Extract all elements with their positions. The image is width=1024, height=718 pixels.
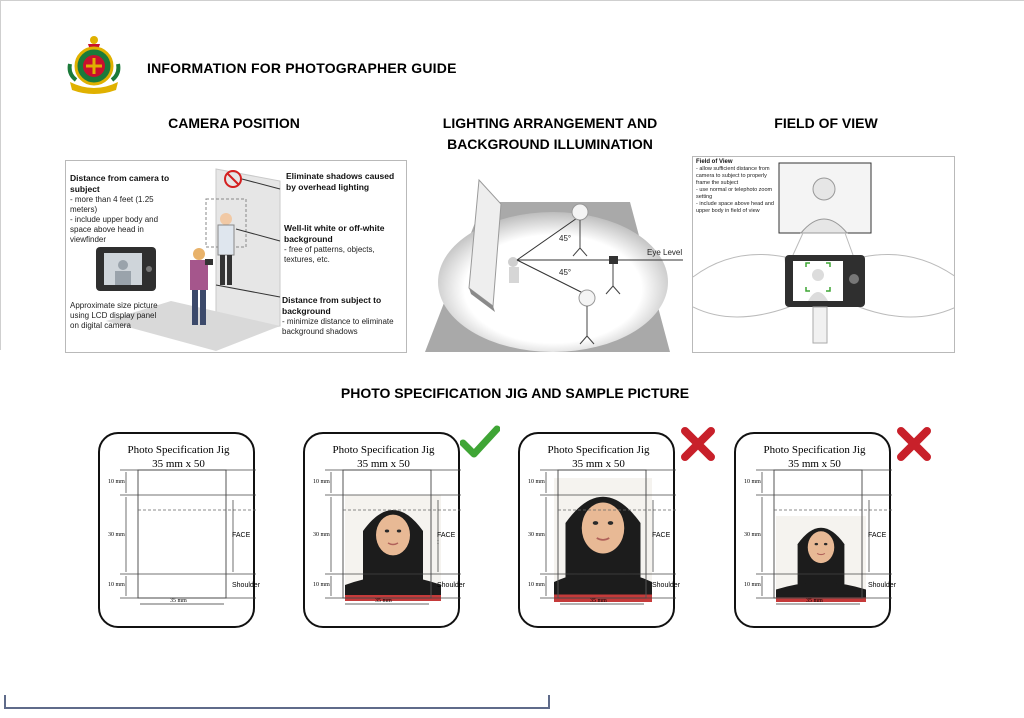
lighting-title: [420, 113, 680, 155]
jig-size: 35 mm x 50: [357, 458, 410, 470]
jig-title: Photo Specification Jig: [547, 444, 650, 456]
label-width-mm: 35 mm: [590, 598, 607, 604]
field-of-view-title: FIELD OF VIEW: [774, 115, 878, 131]
photo-spec-title: PHOTO SPECIFICATION JIG AND SAMPLE PICTURE: [340, 385, 690, 401]
emblem-icon: [66, 34, 122, 96]
page-title: INFORMATION FOR PHOTOGRAPHER GUIDE: [147, 60, 457, 76]
page-left-edge: [0, 0, 1, 350]
jig-title: Photo Specification Jig: [763, 444, 866, 456]
lighting-title-line-1: LIGHTING ARRANGEMENT AND: [442, 115, 658, 131]
label-mid-mm: 30 mm: [108, 532, 125, 538]
jig-title: Photo Specification Jig: [332, 444, 435, 456]
subject-background-note-text: - minimize distance to eliminate background shadows: [282, 317, 394, 336]
jig-size: 35 mm x 50: [152, 458, 205, 470]
jig-card-too-far: [734, 432, 897, 628]
angle-bottom-label: 45°: [559, 268, 572, 277]
face-label: FACE: [868, 532, 887, 539]
incorrect-cross-icon: [896, 426, 936, 462]
jig-card-too-close: [518, 432, 681, 628]
jig-size: 35 mm x 50: [788, 458, 841, 470]
label-bottom-mm: 10 mm: [313, 582, 330, 588]
sample-portrait: [554, 478, 652, 602]
jig-card-correct: [303, 432, 466, 628]
subject-background-note: [282, 295, 406, 337]
lighting-title-line-2: BACKGROUND ILLUMINATION: [447, 136, 653, 152]
label-top-mm: 10 mm: [313, 479, 330, 485]
label-width-mm: 35 mm: [170, 598, 187, 604]
sample-portrait: [776, 516, 866, 602]
camera-position-title: CAMERA POSITION: [168, 115, 300, 131]
shoulder-label: Shoulder: [232, 582, 261, 589]
background-note: [284, 223, 404, 265]
label-bottom-mm: 10 mm: [528, 582, 545, 588]
jig-title: Photo Specification Jig: [127, 444, 230, 456]
face-label: FACE: [652, 532, 671, 539]
correct-check-icon: [460, 424, 500, 460]
shoulder-label: Shoulder: [437, 582, 466, 589]
distance-camera-heading: Distance from camera to subject: [70, 173, 170, 194]
page-top-edge: [0, 0, 1024, 1]
label-mid-mm: 30 mm: [528, 532, 545, 538]
incorrect-cross-icon: [680, 426, 720, 462]
bottom-bracket: [4, 695, 550, 709]
fov-note-2: - use normal or telephoto zoom setting: [696, 187, 773, 200]
fov-note-1: - allow sufficient distance from camera to subject to properly frame the subject: [696, 166, 770, 186]
label-bottom-mm: 10 mm: [744, 582, 761, 588]
face-label: FACE: [232, 532, 251, 539]
field-of-view-notes: [696, 159, 780, 215]
field-of-view-diagram: [692, 156, 955, 353]
jig-size: 35 mm x 50: [572, 458, 625, 470]
label-width-mm: 35 mm: [806, 598, 823, 604]
angle-top-label: 45°: [559, 234, 572, 243]
distance-camera-note: [70, 173, 180, 245]
distance-camera-note-1: - more than 4 feet (1.25 meters): [70, 195, 154, 214]
shoulder-label: Shoulder: [652, 582, 681, 589]
label-top-mm: 10 mm: [744, 479, 761, 485]
eye-level-label: Eye Level: [647, 248, 683, 257]
background-heading: Well-lit white or off-white background: [284, 223, 385, 244]
size-note: Approximate size picture using LCD display panel on digital camera: [70, 301, 158, 330]
lighting-diagram: [425, 176, 685, 354]
shadows-heading: Eliminate shadows caused by overhead lighting: [286, 171, 395, 192]
shoulder-label: Shoulder: [868, 582, 897, 589]
camera-position-diagram: [65, 160, 407, 353]
background-note-text: - free of patterns, objects, textures, etc.: [284, 245, 375, 264]
label-top-mm: 10 mm: [108, 479, 125, 485]
fov-note-3: - include space above head and upper body in field of view: [696, 201, 774, 214]
label-width-mm: 35 mm: [375, 598, 392, 604]
jig-card-blank: [98, 432, 261, 628]
face-label: FACE :: [437, 532, 456, 546]
label-bottom-mm: 10 mm: [108, 582, 125, 588]
distance-camera-note-2: - include upper body and space above head in viewfinder: [70, 215, 159, 244]
label-mid-mm: 30 mm: [744, 532, 761, 538]
field-of-view-heading: Field of View: [696, 159, 733, 165]
shadows-note: [286, 171, 404, 193]
label-top-mm: 10 mm: [528, 479, 545, 485]
subject-background-heading: Distance from subject to background: [282, 295, 382, 316]
sample-portrait: [345, 495, 441, 601]
label-mid-mm: 30 mm: [313, 532, 330, 538]
